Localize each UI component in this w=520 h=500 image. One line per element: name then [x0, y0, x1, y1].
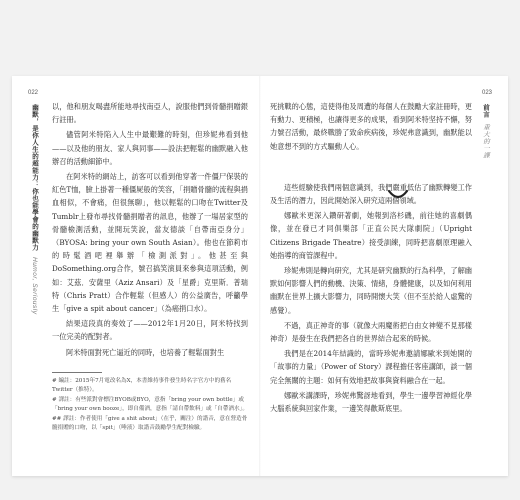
right-page	[260, 76, 508, 476]
paragraph: 這些經驗使我們兩個意識到，我們嚴重低估了幽默轉變工作及生活的潛力，因此開始深入研究這兩個領域。	[270, 182, 472, 206]
paragraph: 阿米特面對死亡逼近的同時，也培養了輕鬆面對生	[66, 347, 225, 357]
paragraph: 娜歐米講課時，珍妮弗驚訝地看到，學生一邊學習神經化學大腦系統與回家作業，一邊笑得歡斯底里。	[270, 390, 472, 414]
paragraph: 在阿米特的網站上，訪客可以看到他穿著一件僵尸保裝的紅色T恤，臉上掛著一種僵屍般的笑容，「捐贈骨髓的流程與捐血相似，不會痛，但很無聊」，他以輕鬆的口吻在Twitter及Tumblr上發布尋找骨髓捐贈者的訊息，他辦了一場居家型的骨髓檢測活動，並開玩笑說，當友德談「自帶南亞身分」（BYOSA: bring your own South Asian）。他也在節莉市的時髦酒吧裡舉辦「檢測派對」。他甚至與DoSomething.org合作，號召搞笑演員來參與這項活動，例如：艾茲．安薩里（Aziz Ansari）及「星爵」克里斯．普瑞特（Chris Pratt）合作輕鬆（但感人）的公益廣告，呼籲學生「give a spit about cancer」（為癌捐口水）。	[52, 172, 248, 314]
left-body-text	[52, 100, 248, 361]
paragraph: 不過，真正神奇的事（就像大兩魔術把白由女神變不見那樣神奇）是發生在我們把各自的世界結合起來的時候。	[270, 320, 472, 344]
left-running-head-title: 幽默，是你人生的超能力：你也能學會的幽默力	[31, 104, 38, 251]
paragraph: 結果這段真的奏效了——2012年1月20日，阿米特找到一位完美的配對者。	[52, 319, 248, 342]
smile-ornament-icon	[386, 188, 410, 202]
right-page-number: 023	[481, 90, 492, 96]
left-running-head-sub: Humor, Seriously	[31, 257, 38, 315]
paragraph: 娜歐米更深入鑽研著劇，她報到洛杉磯，前往她的喜劇偶像，並在發已才同俱樂部「正直公民大隊劇院」（Upright Citizens Brigade Theatre）接受訓練，同時把喜劇原理融入她指導的商管課程中。	[270, 211, 472, 260]
footnote-rule	[52, 372, 102, 373]
right-running-head-sub: 重大的一課	[482, 124, 489, 160]
paragraph: 珍妮弗則是轉向研究，尤其是研究幽默的行為科學，了解幽默如何影響人們的動機、決策、情緒，身體健康，以及如何利用幽默在世界上擴大影響力，同時開懷大笑（但不至於給人虛驚的感覺）。	[270, 266, 472, 315]
footnotes	[52, 372, 248, 434]
footnote: ## 譯註：作者使用「give a shit about」（在乎，關注）的諧音，意在營造骨髓捐贈的口吻，以「spit」（唾液）取諧音鼓勵學生配對檢驗。	[52, 416, 248, 431]
book-spread	[12, 76, 508, 476]
paragraph: 死挑戰的心態，這使得他及周遭的每個人在鼓勵大家註冊時，更有動力、更積極，也讓得更多的成果，看到阿米特坚持不懈，努力號召活動，最終戰勝了致命疾病後，珍妮弗意識到，幽默能以她意想不到的方式驅動人心。	[270, 102, 472, 151]
footnote: # 譯註：有些派對會標注BYOB或BYO，意指「bring your own bottle」或「bring your own booze」，即自備酒，意指「請自帶飲料」或「自帶酒水」。	[52, 397, 248, 412]
left-running-head	[30, 104, 39, 315]
right-running-head	[481, 104, 490, 159]
footnote: # 編註：2015年7月電改名為X，本書維持事件發生時名字官方中的舊名Twitter（推特）。	[52, 378, 232, 393]
right-running-head-title: 前言	[482, 104, 489, 118]
paragraph: 以，他和朋友喝盡所能地尋找南亞人，說服他們到骨髓捐贈銀行註冊。	[52, 102, 248, 125]
left-page-number: 022	[28, 90, 39, 96]
left-page	[12, 76, 260, 476]
paragraph: 我們是在2014年結識的，當時珍妮弗邀請娜歐米到她開的「故事的力量」（Power of Story）課程擔任客座講師，談一個完全無關的主題：如何有效地把故事與資料融合在一起。	[270, 349, 472, 385]
right-body-text	[270, 100, 472, 417]
paragraph: 儘管阿米特陷入人生中最艱難的時刻，但珍妮弗看到他——以及他的朋友、家人與同事——設法把輕鬆的幽默融入他辦召的活動細節中。	[52, 130, 248, 166]
